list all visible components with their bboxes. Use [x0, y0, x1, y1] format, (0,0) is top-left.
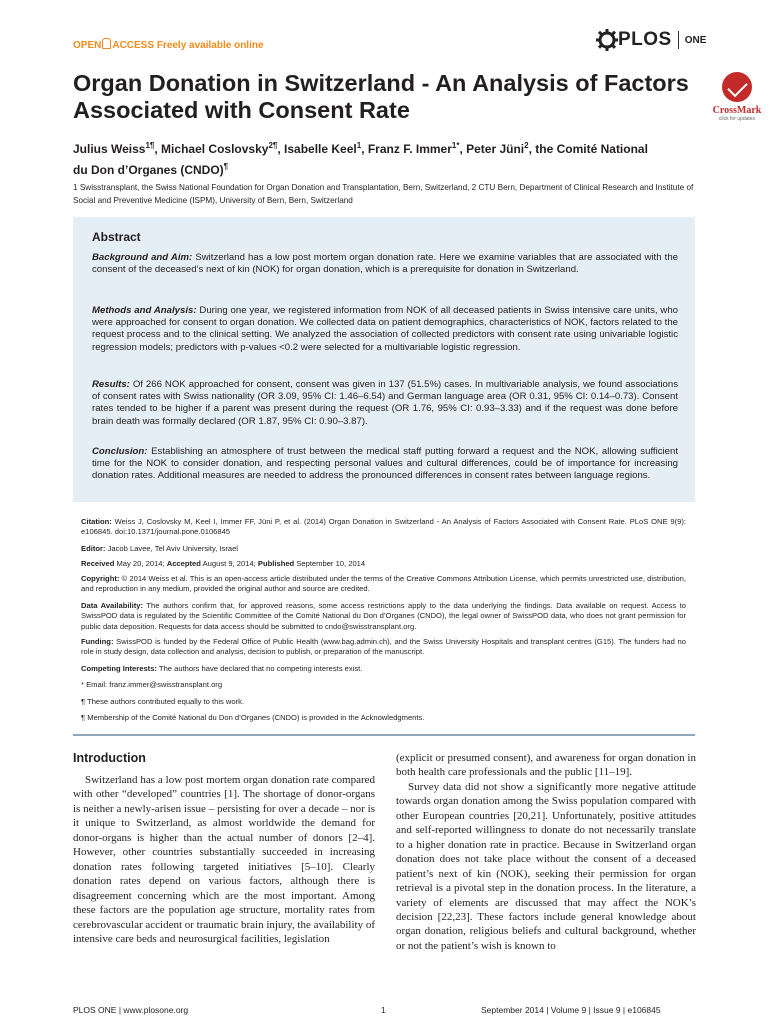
published-text: September 10, 2014	[294, 559, 366, 568]
crossmark-sub: click for updates	[718, 116, 756, 122]
abstract-conclusion-label: Conclusion:	[92, 446, 148, 457]
copyright-text: © 2014 Weiss et al. This is an open-access article distributed under the terms of the Creative Commons Attribution License, which permits unrestricted use, distribution, and reproduction in any medium, provided the original author and source are credited.	[81, 574, 686, 594]
abstract-background	[92, 252, 678, 276]
competing-interests-text: The authors have declared that no competing interests exist.	[156, 664, 363, 673]
copyright-label: Copyright:	[81, 574, 120, 583]
open-label: OPEN	[73, 40, 102, 51]
abstract-results	[92, 379, 678, 428]
intro-column-right	[396, 751, 696, 953]
funding-label: Funding:	[81, 637, 114, 646]
author-name: Julius Weiss	[73, 142, 146, 156]
access-label: ACCESS	[112, 40, 155, 51]
accepted-label: Accepted	[166, 559, 201, 568]
author-name: , Franz F. Immer	[361, 142, 452, 156]
competing-interests-label: Competing Interests:	[81, 664, 157, 673]
introduction-heading: Introduction	[73, 751, 146, 765]
crossmark-label: CrossMark	[712, 105, 762, 116]
abstract-methods-text: During one year, we registered information from NOK of all deceased patients in Swiss intensive care units, who were approached for consent to organ donation. We collected data on patient demographics, characteristics of NOK, factors related to the request process and to the clinical setting. We analyzed the association of collected predictors with consent rate using univariable logistic regression models; predictors with p-values <0.2 were selected for a multivariable logistic regression.	[92, 305, 678, 353]
abstract-box	[73, 217, 695, 502]
intro-paragraph: Survey data did not show a significantly more negative attitude towards organ donation among the Swiss population compared with other European countries [20,21]. Unfortunately, positive attitudes and self-reported willingness to donate do not necessarily translate to a higher donation rate in practice. Because in Switzerland organ donation does not take place without the consent of a deceased patient’s next of kin (NOK), seeking their permission for organ retrieval is a pivotal step in the donation process. In the literature, a variety of elements are discussed that may affect the NOK’s decision [22,23]. These factors include general knowledge about organ donation, religious beliefs and cultural background, whether or not the patient’s wish is known to	[396, 780, 696, 952]
abstract-conclusion-text: Establishing an atmosphere of trust between the medical staff putting forward a request and the NOK, allowing sufficient time for the NOK to consider donation, and respecting personal values and cultural differences, could be of importance for increasing donation rates. Additional measures are needed to address the pronounced differences in consent rates between language regions.	[92, 446, 678, 482]
author-sup: 1	[356, 141, 362, 150]
author-list	[73, 137, 703, 179]
citation-text: Weiss J, Coslovsky M, Keel I, Immer FF, Jüni P, et al. (2014) Organ Donation in Switzerland - An Analysis of Factors Associated with Consent Rate. PLoS ONE 9(9): e106845. doi:10.1371/journal.pone.0106845	[81, 517, 686, 537]
competing-interests	[81, 664, 686, 674]
author-name: du Don d’Organes (CNDO)	[73, 163, 224, 177]
copyright	[81, 574, 686, 595]
abstract-methods-label: Methods and Analysis:	[92, 305, 197, 316]
author-name: , Peter Jüni	[459, 142, 525, 156]
funding-text: SwissPOD is funded by the Federal Office of Public Health (www.bag.admin.ch), and the Swiss University Hospitals and transplant centres (G15). The funders had no role in study design, data collection and analysis, decision to publish, or preparation of the manuscript.	[81, 637, 686, 657]
abstract-results-text: Of 266 NOK approached for consent, consent was given in 137 (51.5%) cases. In multivariable analysis, we found associations of consent rates with Swiss nationality (OR 3.09, 95% CI: 1.46–6.54) and German language area (OR 0.31, 95% CI: 0.14–0.73). Consent rates tended to be higher if a parent was present during the request (OR 1.76, 95% CI: 0.93–3.33) and if the request was done before brain death was formally declared (OR 1.87, 95% CI: 0.90–3.87).	[92, 379, 678, 427]
citation-label: Citation:	[81, 517, 112, 526]
abstract-results-label: Results:	[92, 379, 130, 390]
data-availability-text: The authors confirm that, for approved reasons, some access restrictions apply to the data underlying the findings. Data available on request. Access to SwissPOD data is regulated by the Scientific Committee of the Comité National du Don d’Organes (CNDO), the legal owner of SwissPOD data, who does not grant permission for public data deposition. Requests for data access should be submitted to cndo@swisstransplant.org.	[81, 601, 686, 631]
received-label: Received	[81, 559, 115, 568]
accepted-text: August 9, 2014;	[200, 559, 258, 568]
dates	[81, 559, 686, 569]
data-availability	[81, 601, 686, 632]
author-sup: 2	[524, 141, 529, 150]
citation	[81, 517, 686, 538]
author-name: , the Comité National	[528, 142, 648, 156]
plos-one-logo	[596, 29, 706, 51]
crossmark-link[interactable]	[712, 72, 762, 122]
author-name: , Michael Coslovsky	[154, 142, 269, 156]
title-line-2: Associated with Consent Rate	[73, 97, 410, 123]
equal-contribution-note: ¶ These authors contributed equally to this work.	[81, 697, 245, 706]
freely-available-label: Freely available online	[156, 40, 264, 51]
crossmark-icon	[722, 72, 752, 102]
author-sup: 1*	[451, 141, 460, 150]
author-sup: 2¶	[268, 141, 278, 150]
abstract-conclusion	[92, 446, 678, 483]
open-lock-icon	[102, 38, 111, 49]
abstract-background-label: Background and Aim:	[92, 252, 193, 263]
abstract-methods	[92, 305, 678, 354]
title-line-1: Organ Donation in Switzerland - An Analysis of Factors	[73, 70, 689, 96]
affiliations: 1 Swisstransplant, the Swiss National Foundation for Organ Donation and Transplantation, Bern, Switzerland, 2 CTU Bern, Department of Clinical Research and Institute of Social and Preventive Medicine (ISPM), University of Bern, Bern, Switzerland	[73, 183, 694, 205]
funding	[81, 637, 686, 658]
editor	[81, 544, 686, 554]
abstract-background-text: Switzerland has a low post mortem organ donation rate. Here we examine variables that are associated with the consent of the deceased’s next of kin (NOK) for organ donation, which is a prerequisite for donation in Switzerland.	[92, 252, 678, 276]
logo-divider	[678, 31, 679, 49]
page-number: 1	[381, 1005, 386, 1015]
article-title	[73, 70, 713, 124]
editor-text: Jacob Lavee, Tel Aviv University, Israel	[105, 544, 238, 553]
author-sup: 1¶	[145, 141, 155, 150]
abstract-heading: Abstract	[92, 230, 141, 244]
plos-wordmark: PLOS	[618, 29, 672, 50]
footer-journal: PLOS ONE | www.plosone.org	[73, 1005, 189, 1015]
editor-label: Editor:	[81, 544, 106, 553]
published-label: Published	[257, 559, 295, 568]
email-note: * Email: franz.immer@swisstransplant.org	[81, 680, 223, 689]
one-wordmark: ONE	[684, 34, 707, 46]
membership-note: ¶ Membership of the Comité National du Don d’Organes (CNDO) is provided in the Acknowledgments.	[81, 713, 425, 722]
intro-paragraph: (explicit or presumed consent), and awareness for organ donation in both health care professionals and the public [11–19].	[396, 752, 696, 779]
footer-issue: September 2014 | Volume 9 | Issue 9 | e106845	[481, 1005, 661, 1015]
section-divider	[73, 734, 695, 736]
author-sup: ¶	[223, 162, 229, 171]
intro-column-left: Switzerland has a low post mortem organ donation rate compared with other “developed” countries [1]. The shortage of donor-organs is neither a newly-arisen issue – persisting for over a decade – nor is it unique to Switzerland, as almost worldwide the demand for donor-organs is higher than the actual number of donors [2–4]. However, other countries substantially succeeded in increasing donation rates following targeted initiatives [5–10]. Clearly donation rates depend on various factors, although there is disagreement concerning which are the most important. Among these factors are the population age structure, mortality rates from cerebrovascular accident or traumatic brain injury, the availability of intensive care beds and neurosurgical facilities, legislation	[73, 774, 375, 945]
plos-gear-icon	[596, 29, 618, 51]
open-access-banner	[73, 38, 264, 51]
author-name: , Isabelle Keel	[277, 142, 357, 156]
received-text: May 20, 2014;	[114, 559, 167, 568]
data-availability-label: Data Availability:	[81, 601, 144, 610]
